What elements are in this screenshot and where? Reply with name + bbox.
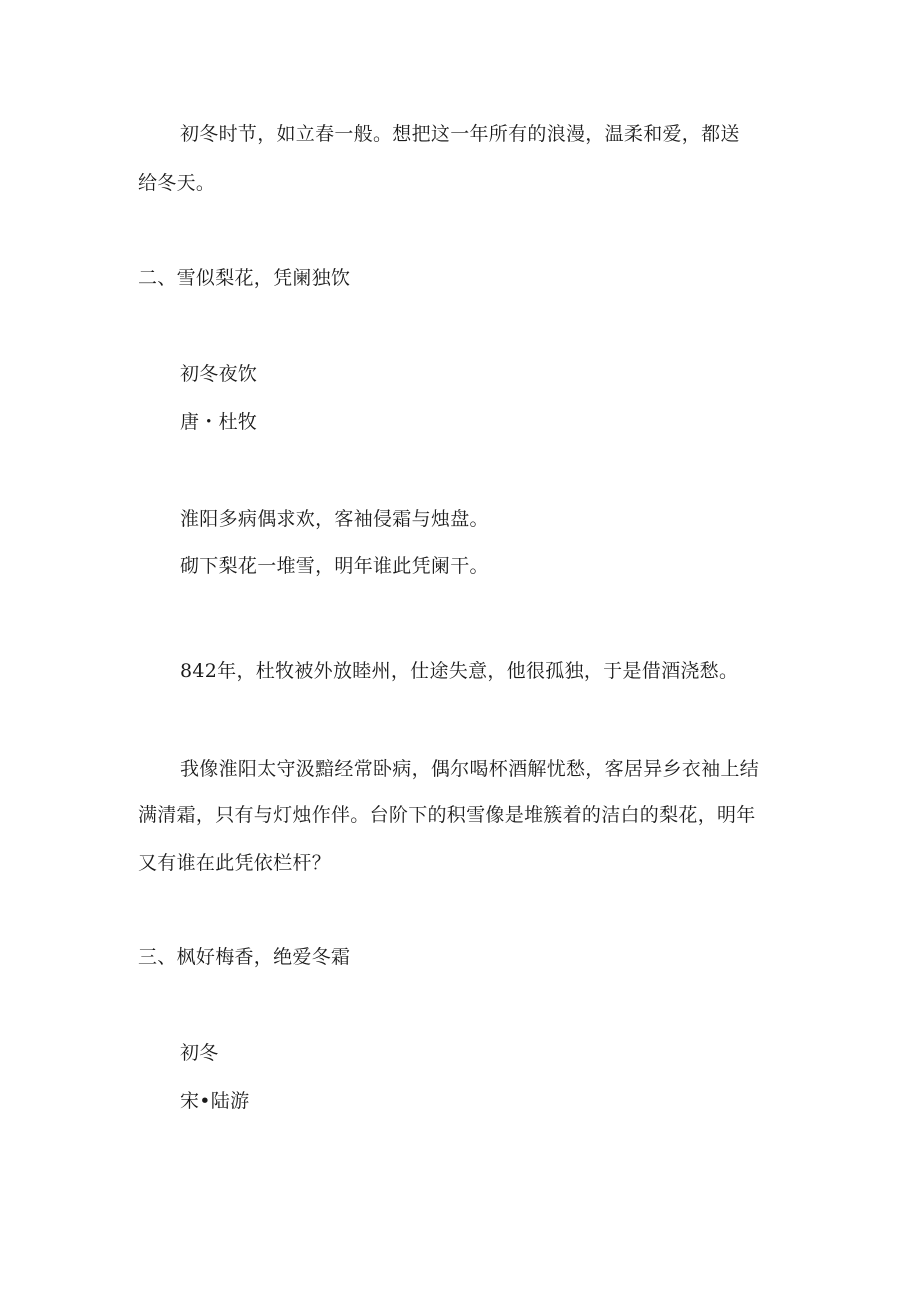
poem-title: 初冬夜饮	[180, 363, 258, 385]
section-3-heading: 三、枫好梅香，绝爱冬霜	[138, 946, 351, 968]
poem-line-2: 砌下梨花一堆雪，明年谁此凭阑干。	[180, 555, 489, 577]
translation-line-3: 又有谁在此凭依栏杆？	[138, 852, 332, 874]
poem-2-author: 宋•陆游	[180, 1090, 250, 1112]
poem-2-title: 初冬	[180, 1042, 219, 1064]
translation-line-1: 我像淮阳太守汲黯经常卧病，偶尔喝杯酒解忧愁，客居异乡衣袖上结	[180, 758, 760, 780]
translation-line-2: 满清霜，只有与灯烛作伴。台阶下的积雪像是堆簇着的洁白的梨花，明年	[138, 804, 756, 826]
section-2-heading: 二、雪似梨花，凭阑独饮	[138, 267, 351, 289]
intro-paragraph-line-1: 初冬时节，如立春一般。想把这一年所有的浪漫，温柔和爱，都送	[180, 123, 740, 145]
poem-line-1: 淮阳多病偶求欢，客袖侵霜与烛盘。	[180, 508, 489, 530]
intro-paragraph-line-2: 给冬天。	[138, 172, 216, 194]
background-paragraph: 842年，杜牧被外放睦州，仕途失意，他很孤独，于是借酒浇愁。	[180, 660, 739, 682]
poem-author: 唐・杜牧	[180, 411, 258, 433]
